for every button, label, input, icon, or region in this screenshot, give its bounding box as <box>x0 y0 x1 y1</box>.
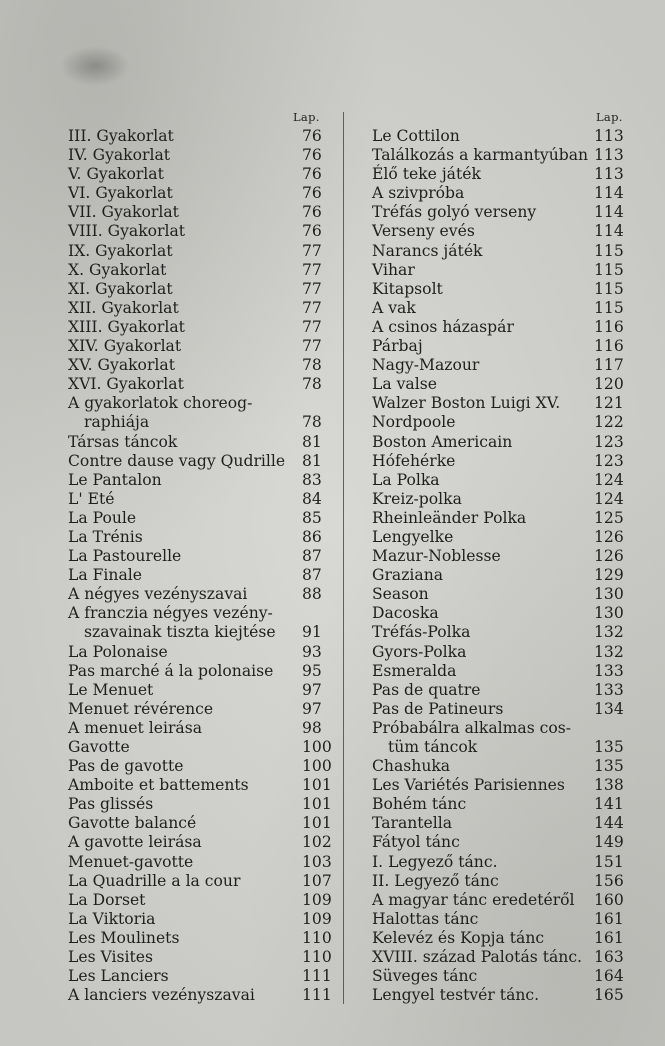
toc-entry <box>62 146 326 165</box>
toc-entry <box>366 967 630 986</box>
toc-entry-page: 124 <box>594 470 624 489</box>
toc-entry-title: XII. Gyakorlat <box>68 298 179 317</box>
toc-entry <box>366 433 630 452</box>
toc-entry-page: 161 <box>594 909 624 928</box>
toc-entry-title: Lengyel testvér tánc. <box>372 986 540 1005</box>
toc-entry-title: A menuet leirása <box>68 718 203 737</box>
toc-entry <box>62 299 326 318</box>
toc-entry-title: VI. Gyakorlat <box>68 184 173 203</box>
toc-entry-page: 77 <box>302 241 322 260</box>
toc-entry <box>62 776 332 795</box>
toc-entry <box>366 375 630 394</box>
toc-entry-title: Rheinleänder Polka <box>372 508 527 527</box>
toc-entry <box>366 643 630 662</box>
toc-entry-title: Les Moulinets <box>68 928 180 947</box>
toc-entry <box>366 833 630 852</box>
toc-entry <box>366 700 630 719</box>
toc-entry-title: Pas de Patineurs <box>372 699 504 718</box>
toc-entry-title: IV. Gyakorlat <box>68 146 171 165</box>
toc-entry-title: Verseny evés <box>372 222 475 241</box>
toc-entry <box>366 280 630 299</box>
toc-entry-page: 132 <box>594 642 624 661</box>
toc-entry-title: Tarantella <box>372 814 453 833</box>
toc-entry-title: IX. Gyakorlat <box>68 241 173 260</box>
toc-entry-page: 151 <box>594 852 624 871</box>
toc-entry <box>366 318 630 337</box>
page-stain <box>60 46 130 86</box>
toc-entry-title: Találkozás a karmantyúban <box>372 146 589 165</box>
toc-entry-title: XI. Gyakorlat <box>68 279 173 298</box>
toc-entry <box>62 433 326 452</box>
toc-entry-page: 77 <box>302 337 322 356</box>
toc-entry <box>366 795 630 814</box>
toc-entry-title: La valse <box>372 375 437 394</box>
toc-entry <box>62 623 326 642</box>
toc-entry-page: 91 <box>302 623 322 642</box>
toc-entry-page: 120 <box>594 375 624 394</box>
toc-entry <box>62 375 326 394</box>
toc-entry-title: X. Gyakorlat <box>68 260 167 279</box>
toc-entry-title: Menuet-gavotte <box>68 852 194 871</box>
toc-entry-page: 103 <box>302 852 332 871</box>
toc-entry-page: 115 <box>594 260 624 279</box>
column-header <box>62 110 326 127</box>
toc-entry-title: La Poule <box>68 508 137 527</box>
toc-entry <box>62 871 332 891</box>
toc-entry <box>62 490 326 509</box>
toc-entry-title: A vak <box>372 298 416 317</box>
toc-entry-title: Vihar <box>372 260 415 279</box>
toc-entry-title: Boston Americain <box>372 432 513 451</box>
toc-entry <box>62 547 326 566</box>
toc-entry-page: 163 <box>594 948 624 967</box>
toc-entry-page: 101 <box>302 814 332 833</box>
page-column-label: Lap. <box>293 110 320 124</box>
toc-entry <box>366 986 630 1005</box>
toc-entry-title: La Trénis <box>68 527 143 546</box>
toc-entry <box>366 872 630 891</box>
toc-entry-page: 78 <box>302 413 322 432</box>
toc-entry-title: Pas de gavotte <box>68 757 184 776</box>
toc-entry-title: Le Menuet <box>68 680 154 699</box>
toc-entry-page: 86 <box>302 527 322 546</box>
toc-entry-title: Lengyelke <box>372 527 454 546</box>
toc-entry-title: Pas glissés <box>68 795 154 814</box>
toc-entry-title: Kitapsolt <box>372 279 443 298</box>
toc-entry-title: La Finale <box>68 566 142 585</box>
toc-entry-page: 115 <box>594 298 624 317</box>
toc-entry-title: Gavotte <box>68 738 130 756</box>
toc-entry-page: 165 <box>594 986 624 1005</box>
toc-entry-title: II. Legyező tánc <box>372 871 499 890</box>
toc-entry-title: Esmeralda <box>372 661 457 680</box>
toc-entry-page: 113 <box>594 127 624 145</box>
toc-entry <box>366 910 630 929</box>
toc-entry <box>366 203 630 222</box>
toc-entry <box>366 929 630 948</box>
toc-entry-title: V. Gyakorlat <box>68 165 164 184</box>
toc-entry-page: 84 <box>302 489 322 508</box>
toc-entry-page: 115 <box>594 241 624 260</box>
toc-entry-title: VIII. Gyakorlat <box>68 222 186 241</box>
toc-entry-page: 161 <box>594 928 624 947</box>
toc-entry-title: raphiája <box>84 413 150 432</box>
toc-entry <box>366 413 630 432</box>
toc-entry <box>62 318 326 337</box>
toc-entry <box>62 280 326 299</box>
toc-entry-title: Gavotte balancé <box>68 814 197 833</box>
toc-entry <box>62 757 332 776</box>
toc-entry-title: szavainak tiszta kiejtése <box>84 623 276 642</box>
toc-entry-page: 144 <box>594 814 624 833</box>
toc-entry-page: 117 <box>594 356 624 375</box>
toc-entry-page: 77 <box>302 317 322 336</box>
toc-entry-page: 129 <box>594 566 624 585</box>
toc-entry-title: La Polka <box>372 470 440 489</box>
toc-entry-page: 164 <box>594 967 624 986</box>
toc-entry-title: Les Variétés Parisiennes <box>372 776 565 795</box>
toc-entry-page: 76 <box>302 184 322 203</box>
toc-column-right <box>366 110 630 1005</box>
toc-entry-page: 133 <box>594 680 624 699</box>
toc-entry-title: La Viktoria <box>68 909 156 928</box>
toc-entry <box>62 986 332 1005</box>
toc-entry-title: Párbaj <box>372 337 423 356</box>
toc-entry <box>62 833 332 852</box>
toc-entry <box>366 585 630 604</box>
toc-entry-page: 87 <box>302 547 322 566</box>
toc-entry-page: 135 <box>594 757 624 776</box>
toc-entry <box>62 643 326 662</box>
toc-entry-title: A négyes vezényszavai <box>68 585 248 604</box>
toc-entry-page: 138 <box>594 776 624 795</box>
column-header <box>366 110 630 127</box>
toc-entry-page: 116 <box>594 317 624 336</box>
toc-entry-title: Graziana <box>372 566 444 585</box>
toc-entry-page: 76 <box>302 222 322 241</box>
toc-entry <box>366 242 630 261</box>
toc-entry-title: L' Eté <box>68 489 115 508</box>
toc-entry-title: Társas táncok <box>68 432 178 451</box>
toc-entry-title: Le Pantalon <box>68 470 162 489</box>
toc-entry <box>62 909 332 929</box>
toc-entry <box>62 184 326 203</box>
toc-entry-title: XV. Gyakorlat <box>68 356 175 375</box>
toc-entry-page: 93 <box>302 642 322 661</box>
toc-entry-page: 107 <box>302 871 332 890</box>
toc-entry-page: 121 <box>594 394 624 413</box>
toc-entry <box>62 700 326 719</box>
toc-entry-page: 88 <box>302 585 322 604</box>
toc-entry-page: 81 <box>302 451 322 470</box>
toc-entry <box>62 948 332 967</box>
toc-entry-page: 123 <box>594 451 624 470</box>
toc-entry-title: Le Cottilon <box>372 127 460 145</box>
toc-entry-title: Chashuka <box>372 757 451 776</box>
toc-entry <box>366 681 630 700</box>
toc-entry-title: La Polonaise <box>68 642 168 661</box>
toc-entry-page: 77 <box>302 298 322 317</box>
toc-entry-page: 87 <box>302 566 322 585</box>
toc-entry-page: 111 <box>302 967 332 986</box>
toc-entry-page: 100 <box>302 757 332 776</box>
toc-entry-page: 110 <box>302 928 332 947</box>
toc-entry-title: Fátyol tánc <box>372 833 460 852</box>
toc-entry-title: Hófehérke <box>372 451 456 470</box>
toc-entries-right <box>366 127 630 1005</box>
toc-entry-page: 130 <box>594 585 624 604</box>
toc-entry-title: A lanciers vezényszavai <box>68 986 255 1005</box>
toc-entry-page: 125 <box>594 508 624 527</box>
toc-entry-page: 76 <box>302 146 322 165</box>
toc-entry-page: 76 <box>302 127 322 145</box>
toc-entry-page: 76 <box>302 203 322 222</box>
toc-entry <box>366 356 630 375</box>
toc-entry <box>366 261 630 280</box>
toc-entry <box>366 814 630 833</box>
toc-entry-title: Pas marché á la polonaise <box>68 661 274 680</box>
toc-entry-page: 130 <box>594 604 624 623</box>
toc-entry <box>366 891 630 910</box>
toc-column-left <box>62 110 332 1005</box>
toc-entry <box>366 623 630 642</box>
toc-entry <box>62 967 332 986</box>
toc-entry-title: Bohém tánc <box>372 795 467 814</box>
toc-entry-page: 123 <box>594 432 624 451</box>
toc-entry-page: 114 <box>594 203 624 222</box>
toc-entry-title: Kreiz-polka <box>372 489 462 508</box>
toc-entry-page: 114 <box>594 184 624 203</box>
toc-entry <box>366 604 630 623</box>
toc-entry <box>62 242 326 261</box>
toc-entry <box>62 719 326 738</box>
toc-entry <box>62 681 326 700</box>
toc-entry <box>366 222 630 241</box>
toc-entry-page: 111 <box>302 986 332 1005</box>
toc-entry <box>62 261 326 280</box>
toc-entry <box>366 394 630 413</box>
toc-entry-title: III. Gyakorlat <box>68 127 174 145</box>
toc-entry-page: 132 <box>594 623 624 642</box>
toc-entry <box>366 509 630 528</box>
toc-entry-page: 101 <box>302 795 332 814</box>
toc-entry-page: 97 <box>302 699 322 718</box>
toc-entry <box>366 471 630 490</box>
toc-entry-title: Halottas tánc <box>372 909 479 928</box>
toc-entry-page: 76 <box>302 165 322 184</box>
toc-entry-page: 102 <box>302 833 332 852</box>
toc-entry-title: Menuet révérence <box>68 699 214 718</box>
toc-entry <box>62 566 326 585</box>
toc-entry <box>366 127 630 146</box>
toc-entry <box>366 757 630 776</box>
toc-entry-title: Tréfás-Polka <box>372 623 471 642</box>
page-column-label: Lap. <box>596 110 623 124</box>
toc-entry-page: 85 <box>302 508 322 527</box>
toc-entry-page: 114 <box>594 222 624 241</box>
toc-entry-title: XVIII. század Palotás tánc. <box>372 948 583 967</box>
toc-entry-page: 78 <box>302 356 322 375</box>
toc-entry <box>62 356 326 375</box>
toc-entry-page: 149 <box>594 833 624 852</box>
toc-entry-page: 109 <box>302 909 332 928</box>
toc-entry-page: 109 <box>302 890 332 909</box>
toc-entry-page: 126 <box>594 527 624 546</box>
toc-entry-page: 113 <box>594 165 624 184</box>
toc-entry-title: Les Lanciers <box>68 967 169 986</box>
toc-entry-page: 95 <box>302 661 322 680</box>
toc-entry-title: Narancs játék <box>372 241 483 260</box>
toc-entry <box>62 604 326 623</box>
toc-entry <box>366 948 630 967</box>
toc-entry <box>62 127 326 146</box>
toc-entry-page: 160 <box>594 890 624 909</box>
toc-entry-title: A gyakorlatok choreog- <box>68 394 253 413</box>
toc-entry-title: Les Visites <box>68 948 154 967</box>
toc-entry-page: 126 <box>594 547 624 566</box>
toc-entry <box>62 585 326 604</box>
toc-entry <box>366 184 630 203</box>
toc-entry-title: Season <box>372 585 429 604</box>
toc-entry <box>366 547 630 566</box>
toc-entry <box>366 738 630 757</box>
toc-entry-page: 100 <box>302 738 332 756</box>
toc-entry-title: Próbabálra alkalmas cos- <box>372 718 572 737</box>
toc-entry <box>62 165 326 184</box>
toc-entry-title: Contre dause vagy Qudrille <box>68 451 286 470</box>
toc-entry <box>62 528 326 547</box>
toc-entry <box>366 528 630 547</box>
toc-entry-title: Dacoska <box>372 604 439 623</box>
toc-entry-title: La Pastourelle <box>68 547 182 566</box>
toc-entry <box>62 509 326 528</box>
toc-entry <box>62 852 332 872</box>
toc-entry-page: 135 <box>594 738 624 756</box>
toc-entry-title: Mazur-Noblesse <box>372 547 501 566</box>
toc-entry-page: 116 <box>594 337 624 356</box>
toc-entry <box>366 165 630 184</box>
toc-entry-page: 133 <box>594 661 624 680</box>
toc-entry <box>62 413 326 432</box>
toc-entry-page: 78 <box>302 375 322 394</box>
toc-entry-page: 81 <box>302 432 322 451</box>
toc-entry-title: I. Legyező tánc. <box>372 852 498 871</box>
toc-entry <box>62 337 326 356</box>
toc-entry-title: Walzer Boston Luigi XV. <box>372 394 561 413</box>
toc-entry-page: 115 <box>594 279 624 298</box>
toc-entry <box>366 452 630 471</box>
toc-entry-page: 98 <box>302 718 322 737</box>
toc-entry-page: 113 <box>594 146 624 165</box>
toc-entry-page: 77 <box>302 260 322 279</box>
toc-entry-title: La Quadrille a la cour <box>68 871 241 890</box>
toc-entry <box>62 890 332 910</box>
toc-entry-title: A magyar tánc eredetéről <box>372 890 575 909</box>
toc-entry-title: A szivpróba <box>372 184 465 203</box>
toc-entry <box>62 222 326 241</box>
toc-entry-page: 83 <box>302 470 322 489</box>
toc-entry <box>62 928 332 948</box>
toc-entry <box>366 146 630 165</box>
toc-entry <box>62 738 332 757</box>
toc-entry-title: Nordpoole <box>372 413 456 432</box>
toc-entry-title: VII. Gyakorlat <box>68 203 179 222</box>
toc-entry <box>62 471 326 490</box>
toc-entry <box>366 719 630 738</box>
toc-entry <box>62 662 326 681</box>
toc-entry-page: 124 <box>594 489 624 508</box>
toc-entry <box>62 814 332 833</box>
toc-entry-title: Amboite et battements <box>68 776 249 795</box>
column-divider <box>343 112 344 1004</box>
toc-entry-page: 77 <box>302 279 322 298</box>
toc-entry-title: A gavotte leirása <box>68 833 202 852</box>
toc-entry-page: 97 <box>302 680 322 699</box>
toc-entry <box>366 566 630 585</box>
toc-entry-title: Élő teke játék <box>372 165 481 184</box>
toc-entry <box>366 337 630 356</box>
toc-entry <box>366 490 630 509</box>
toc-entry-title: La Dorset <box>68 890 146 909</box>
toc-entry-page: 141 <box>594 795 624 814</box>
toc-entry <box>366 853 630 872</box>
toc-entry <box>62 452 326 471</box>
toc-entry-title: Gyors-Polka <box>372 642 467 661</box>
toc-entry-page: 134 <box>594 699 624 718</box>
toc-entry-title: XIII. Gyakorlat <box>68 317 185 336</box>
toc-entry <box>62 394 326 413</box>
toc-entry-title: Pas de quatre <box>372 680 481 699</box>
toc-entry-title: tüm táncok <box>388 738 478 756</box>
toc-entry <box>366 776 630 795</box>
toc-entry <box>366 662 630 681</box>
toc-entry-title: Süveges tánc <box>372 967 478 986</box>
toc-entry-title: A csinos házaspár <box>372 317 514 336</box>
toc-entries-left <box>62 127 332 1005</box>
toc-entry <box>62 795 332 814</box>
toc-entry <box>366 299 630 318</box>
toc-entry-page: 122 <box>594 413 624 432</box>
toc-entry-title: Nagy-Mazour <box>372 356 480 375</box>
toc-entry <box>62 203 326 222</box>
toc-entry-title: A franczia négyes vezény- <box>68 604 273 623</box>
toc-entry-page: 110 <box>302 948 332 967</box>
toc-entry-page: 101 <box>302 776 332 795</box>
toc-entry-title: XVI. Gyakorlat <box>68 375 184 394</box>
toc-entry-title: XIV. Gyakorlat <box>68 337 182 356</box>
toc-entry-title: Kelevéz és Kopja tánc <box>372 928 545 947</box>
toc-entry-page: 156 <box>594 871 624 890</box>
toc-entry-title: Tréfás golyó verseny <box>372 203 537 222</box>
